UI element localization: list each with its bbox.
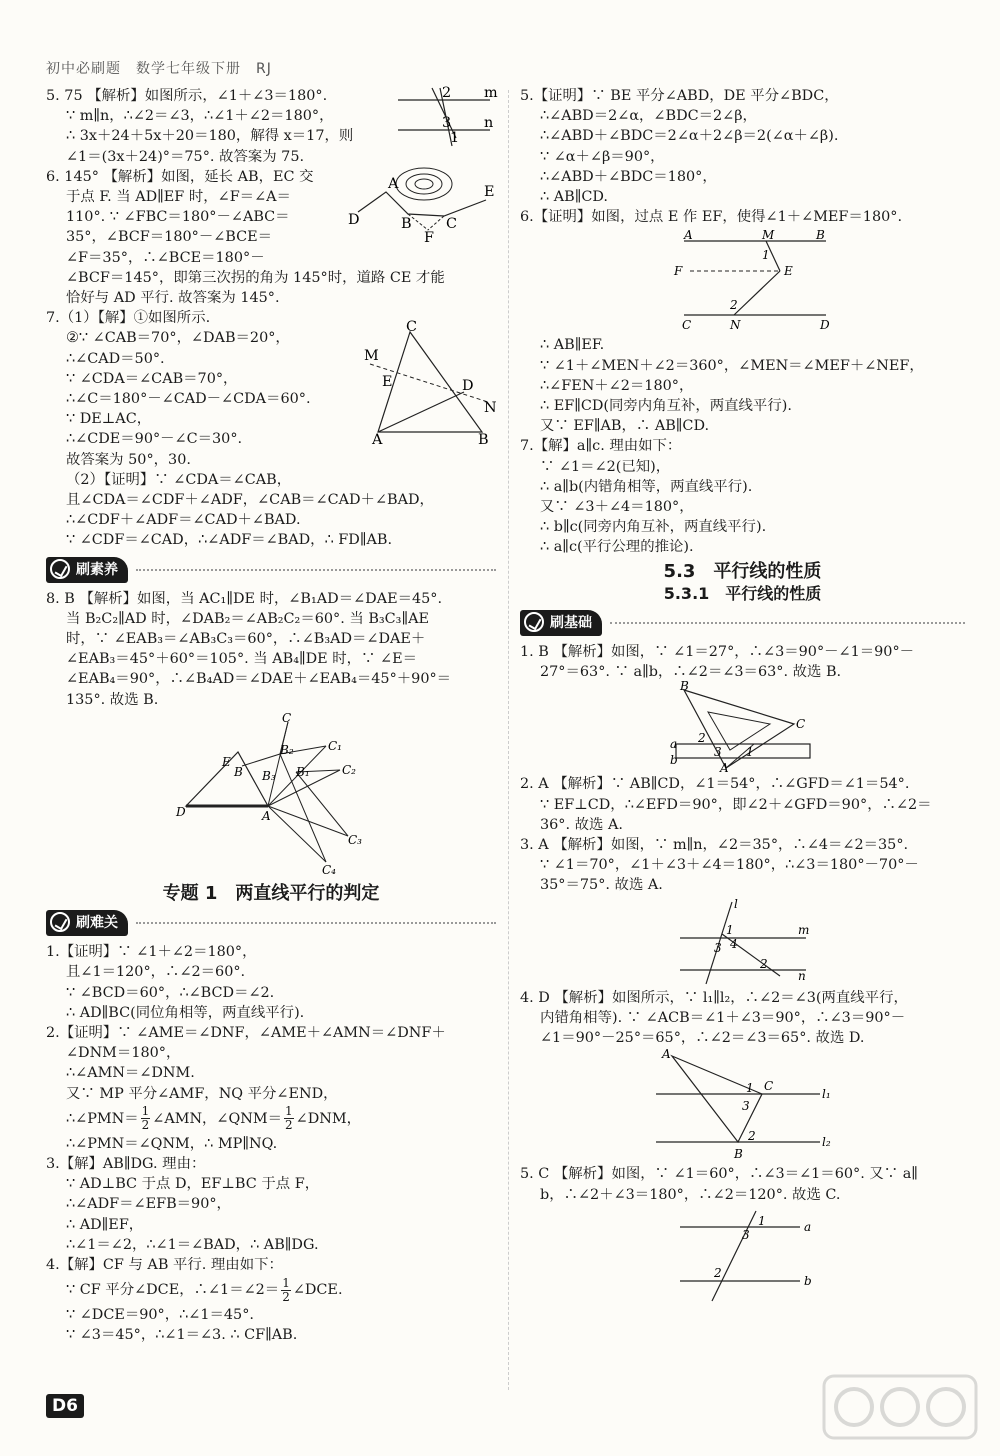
text-line: 2.【证明】∵ ∠AME＝∠DNF，∠AME＋∠AMN＝∠DNF＋	[46, 1024, 446, 1041]
label: A	[684, 228, 693, 243]
label: C₁	[328, 738, 342, 753]
text-line: ∵ ∠1＝70°，∠1＋∠3＋∠4＝180°，∴∠3＝180°－70°－	[540, 857, 919, 874]
right-answer-5	[520, 86, 965, 207]
nanguan-badge-row	[46, 910, 496, 936]
text-line: ∴ b∥c(同旁内角互补，两直线平行).	[540, 519, 767, 536]
label: n	[798, 968, 806, 983]
proof-1	[46, 942, 496, 1023]
text-part: ∠AMN，∠QNM＝	[152, 1110, 283, 1127]
label: C	[282, 710, 292, 725]
text-line: ∴∠CAD＝50°.	[66, 350, 165, 367]
label: C	[682, 318, 692, 333]
proof-3	[46, 1154, 496, 1255]
right-column	[520, 86, 965, 1305]
label: 2	[730, 298, 738, 313]
text-line: ∴∠ADF＝∠EFB＝90°，	[66, 1196, 231, 1213]
label: D	[462, 378, 474, 394]
denominator: 2	[141, 1118, 150, 1133]
text-line: 又∵ MP 平分∠AMF，NQ 平分∠END，	[66, 1085, 338, 1102]
text-line: ∴ 3x＋24＋5x＋20＝180，解得 x＝17，则	[66, 128, 354, 145]
label: a	[670, 737, 678, 752]
text-part: ∠DCE.	[292, 1282, 343, 1299]
text-line: 且∠CDA＝∠CDF＋∠ADF，∠CAB＝∠CAD＋∠BAD，	[66, 492, 434, 509]
text-line: ∴∠AMN＝∠DNM.	[66, 1065, 195, 1082]
label: 1	[450, 130, 460, 146]
check-icon	[524, 612, 544, 632]
label: 3	[442, 115, 452, 131]
badge-label: 刷难关	[76, 915, 118, 931]
text-line: ∠1＝90°－25°＝65°，∴∠2＝∠3＝65°. 故选 D.	[540, 1030, 865, 1047]
figure-s5	[670, 1209, 965, 1303]
column-divider	[508, 90, 509, 1390]
text-line: 于点 F. 当 AD∥EF 时，∠F＝∠A＝	[66, 189, 291, 206]
text-line: ∠DNM＝180°，	[66, 1045, 181, 1062]
label: C₂	[342, 762, 356, 777]
label: 2	[748, 1129, 756, 1144]
text-line: ∴∠ABD＋∠BDC＝2∠α＋2∠β＝2(∠α＋∠β).	[540, 128, 839, 145]
text-line: 时，∵ ∠EAB₃＝∠AB₃C₃＝60°，∴∠B₃AD＝∠DAE＋	[66, 631, 426, 648]
label: l₁	[822, 1087, 831, 1102]
label: E	[784, 264, 793, 279]
left-column	[46, 86, 496, 1346]
label: 2	[442, 85, 452, 101]
text-line: 5. 75 【解析】如图所示，∠1＋∠3＝180°.	[46, 88, 328, 104]
label: 1	[762, 248, 770, 263]
right-answer-7	[520, 436, 965, 557]
label: C	[764, 1079, 774, 1094]
label: M	[762, 228, 775, 243]
label: b	[670, 753, 678, 768]
label: A	[720, 761, 729, 776]
text-line: ∠BCF＝145°，即第三次拐的角为 145°时，道路 CE 才能	[66, 269, 445, 286]
text-line	[46, 1275, 496, 1305]
label: 2	[714, 1265, 722, 1280]
text-line: 35°＝75°. 故选 A.	[540, 877, 663, 894]
text-line: ∵ ∠1＝∠2(已知)，	[540, 458, 671, 475]
denominator: 2	[285, 1118, 293, 1133]
dotted-rule	[610, 622, 965, 624]
text-line: 36°. 故选 A.	[540, 816, 623, 833]
label: B	[816, 228, 825, 243]
label: m	[798, 922, 810, 937]
label: 4	[730, 936, 738, 951]
text-line: 4.【解】CF 与 AB 平行. 理由如下：	[46, 1256, 283, 1273]
text-line: 3.【解】AB∥DG. 理由：	[46, 1155, 206, 1172]
fraction	[281, 1277, 291, 1304]
label: C₄	[322, 862, 336, 877]
check-icon	[50, 912, 70, 932]
watermark-logo-icon	[820, 1372, 980, 1442]
badge-jichu	[520, 610, 602, 636]
label: N	[730, 318, 741, 333]
badge-suyang	[46, 557, 128, 583]
text-line: 27°＝63°. ∵ a∥b，∴∠2＝∠3＝63°. 故选 B.	[540, 664, 842, 681]
text-line: 8. B 【解析】如图，当 AC₁∥DE 时，∠B₁AD＝∠DAE＝45°.	[46, 590, 443, 607]
text-line: ∴ AD∥EF，	[66, 1216, 144, 1233]
text-line: ∴∠CDE＝90°－∠C＝30°.	[66, 431, 243, 448]
text-line: ②∵ ∠CAB＝70°，∠DAB＝20°，	[66, 330, 290, 347]
text-line: ∴ AD∥BC(同位角相等，两直线平行).	[66, 1004, 305, 1021]
denominator: 2	[282, 1289, 290, 1304]
suyang-badge-row	[46, 557, 496, 583]
numerator: 1	[285, 1104, 293, 1119]
text-line: ∴ a∥c(平行公理的推论).	[540, 539, 694, 556]
text-line: ∵ DE⊥AC，	[66, 411, 152, 428]
text-line: 35°，∠BCF＝180°－∠BCE＝	[66, 229, 273, 246]
text-line: ∵ m∥n，∴∠2＝∠3，∴∠1＋∠2＝180°，	[66, 108, 334, 125]
basic-3	[520, 835, 965, 986]
label: D	[348, 212, 360, 228]
label: B₂	[280, 742, 294, 757]
figure-8	[176, 710, 496, 877]
numerator: 1	[141, 1104, 150, 1119]
figure-7	[364, 319, 497, 452]
fraction	[284, 1105, 294, 1132]
text-line: ∵ ∠3＝45°，∴∠1＝∠3. ∴ CF∥AB.	[66, 1327, 298, 1344]
label: B	[478, 432, 489, 448]
page-header: 初中必刷题 数学七年级下册 RJ	[46, 61, 272, 77]
text-line: 且∠1＝120°，∴∠2＝60°.	[66, 964, 246, 981]
right-answer-6	[520, 207, 965, 436]
label: l₂	[822, 1135, 831, 1150]
text-line: 2. A 【解析】∵ AB∥CD，∠1＝54°，∴∠GFD＝∠1＝54°.	[520, 776, 910, 793]
label: C₃	[348, 832, 362, 847]
label: M	[364, 348, 379, 364]
text-line: 3. A 【解析】如图，∵ m∥n，∠2＝35°，∴∠4＝∠2＝35°.	[520, 837, 909, 854]
label: B	[401, 216, 412, 232]
label: C	[796, 717, 806, 732]
label: l	[734, 896, 738, 911]
label: B₁	[296, 764, 310, 779]
numerator: 1	[282, 1275, 290, 1290]
subsection-title: 5.3.1 平行线的性质	[663, 583, 822, 603]
badge-nanguan	[46, 910, 128, 936]
text-line: ∠EAB₃＝45°＋60°＝105°. 当 AB₄∥DE 时，∵ ∠E＝	[66, 651, 417, 668]
text-line: 当 B₂C₂∥AD 时，∠DAB₂＝∠AB₂C₂＝60°. 当 B₃C₃∥AE	[66, 610, 429, 627]
label: E	[484, 184, 495, 200]
label: 3	[742, 1099, 750, 1114]
label: a	[804, 1219, 812, 1234]
text-line: 6.【证明】如图，过点 E 作 EF，使得∠1＋∠MEF＝180°.	[520, 209, 903, 226]
figure-6	[346, 164, 496, 250]
text-line: 7.（1）【解】①如图所示.	[46, 310, 211, 327]
label: N	[484, 400, 497, 416]
label: A	[372, 432, 383, 448]
label: D	[820, 318, 830, 333]
text-line: ∴ EF∥CD(同旁内角互补，两直线平行).	[540, 398, 792, 415]
text-line: ∴∠ABD＝2∠α，∠BDC＝2∠β，	[540, 108, 757, 125]
text-line: ∴∠FEN＋∠2＝180°，	[540, 377, 694, 394]
label: B	[734, 1147, 743, 1162]
text-line: 内错角相等). ∵ ∠ACB＝∠1＋∠3＝90°，∴∠3＝90°－	[540, 1009, 906, 1026]
label: E	[222, 754, 231, 769]
dotted-rule	[136, 922, 496, 924]
text-line: 4. D 【解析】如图所示，∵ l₁∥l₂，∴∠2＝∠3(两直线平行，	[520, 989, 908, 1006]
label: F	[674, 264, 683, 279]
label: B	[234, 764, 243, 779]
label: A	[662, 1047, 671, 1062]
text-line: 故答案为 50°，30.	[66, 451, 191, 468]
text-line: ∴∠1＝∠2，∴∠1＝∠BAD，∴ AB∥DG.	[66, 1236, 319, 1253]
check-icon	[50, 559, 70, 579]
text-line: 6. 145° 【解析】如图，延长 AB，EC 交	[46, 168, 314, 185]
text-line: 1.【证明】∵ ∠1＋∠2＝180°，	[46, 944, 257, 961]
figure-5	[394, 85, 498, 154]
dotted-rule	[136, 569, 496, 571]
label: 2	[698, 731, 706, 746]
text-line: 又∵ ∠3＋∠4＝180°，	[540, 499, 694, 516]
special-topic-title: 专题 1 两直线平行的判定	[162, 882, 380, 904]
label: 3	[714, 745, 722, 760]
label: A	[262, 808, 271, 823]
label: 1	[758, 1213, 766, 1228]
text-line: 又∵ EF∥AB，∴ AB∥CD.	[540, 418, 710, 435]
answer-5	[46, 86, 391, 167]
label: 3	[714, 940, 722, 955]
text-line: ∴ a∥b(内错角相等，两直线平行).	[540, 478, 753, 495]
text-line: ∵ ∠DCE＝90°，∴∠1＝45°.	[66, 1307, 254, 1324]
text-line: 135°. 故选 B.	[66, 691, 159, 708]
text-line: ∵ ∠1＋∠MEN＋∠2＝360°，∠MEN＝∠MEF＋∠NEF，	[540, 357, 924, 374]
figure-s3	[670, 896, 965, 986]
label: n	[484, 115, 494, 131]
text-line: ∴∠ABD＋∠BDC＝180°，	[540, 168, 717, 185]
text-line: ∵ ∠CDF＝∠CAD，∴∠ADF＝∠BAD，∴ FD∥AB.	[66, 532, 393, 549]
label: C	[446, 216, 458, 232]
answer-8	[46, 589, 496, 710]
label: C	[406, 319, 418, 335]
proof-4	[46, 1255, 496, 1346]
text-line: 7.【解】a∥c. 理由如下：	[520, 438, 682, 455]
figure-s1	[670, 679, 965, 776]
text-line: ∴∠CDF＋∠ADF＝∠CAD＋∠BAD.	[66, 512, 301, 529]
text-line: ∵ ∠CDA＝∠CAB＝70°，	[66, 370, 238, 387]
text-line: 110°. ∵ ∠FBC＝180°－∠ABC＝	[66, 209, 290, 226]
jichu-badge-row	[520, 610, 965, 636]
text-line: 5.【证明】∵ BE 平分∠ABD，DE 平分∠BDC，	[520, 88, 839, 104]
text-line: ∵ EF⊥CD，∴∠EFD＝90°，即∠2＋∠GFD＝90°，∴∠2＝	[540, 796, 932, 813]
label: 3	[742, 1227, 750, 1242]
proof-2	[46, 1023, 496, 1154]
basic-1	[520, 642, 965, 776]
text-line: 恰好与 AD 平行. 故答案为 145°.	[66, 290, 280, 307]
label: B	[680, 679, 689, 694]
text-line: ∴ AB∥CD.	[540, 189, 608, 206]
text-part: ∠DNM，	[295, 1110, 361, 1127]
text-line: ∴ AB∥EF.	[540, 337, 605, 354]
badge-label: 刷素养	[76, 561, 118, 578]
label: 1	[726, 922, 734, 937]
fraction	[141, 1105, 151, 1132]
text-line: （2）【证明】∵ ∠CDA＝∠CAB，	[66, 471, 292, 488]
label: m	[484, 85, 498, 101]
badge-label: 刷基础	[550, 614, 592, 631]
text-part: ∵ CF 平分∠DCE，∴∠1＝∠2＝	[66, 1282, 280, 1299]
label: F	[424, 230, 434, 246]
text-line: ∵ AD⊥BC 于点 D，EF⊥BC 于点 F，	[66, 1176, 320, 1193]
section-title: 5.3 平行线的性质	[663, 560, 822, 582]
text-line: ∴∠C＝180°－∠CAD－∠CDA＝60°.	[66, 391, 311, 408]
label: A	[388, 176, 399, 192]
basic-5	[520, 1164, 965, 1302]
figure-r6	[670, 229, 965, 333]
page-number: D6	[46, 1394, 84, 1418]
label: 1	[746, 745, 754, 760]
label: B₃	[262, 768, 276, 783]
label: b	[804, 1273, 812, 1288]
text-line: b，∴∠2＋∠3＝180°，∴∠2＝120°. 故选 C.	[540, 1186, 841, 1203]
text-line: 1. B 【解析】如图，∵ ∠1＝27°，∴∠3＝90°－∠1＝90°－	[520, 644, 915, 661]
text-line	[46, 1104, 496, 1134]
text-line: ∠F＝35°，∴∠BCE＝180°－	[66, 249, 265, 266]
label: 1	[746, 1081, 754, 1096]
label: E	[382, 374, 393, 390]
text-part: ∴∠PMN＝	[66, 1110, 139, 1127]
text-line: ∵ ∠BCD＝60°，∴∠BCD＝∠2.	[66, 984, 275, 1001]
text-line: ∠EAB₄＝90°，∴∠B₄AD＝∠DAE＋∠EAB₄＝45°＋90°＝	[66, 671, 452, 688]
text-line: ∠1＝(3x＋24)°＝75°. 故答案为 75.	[66, 148, 305, 165]
basic-2	[520, 774, 965, 835]
label: D	[176, 804, 186, 819]
text-line: 5. C 【解析】如图，∵ ∠1＝60°，∴∠3＝∠1＝60°. 又∵ a∥	[520, 1166, 918, 1183]
text-line: ∵ ∠α＋∠β＝90°，	[540, 148, 665, 165]
label: 2	[760, 956, 768, 971]
basic-4	[520, 988, 965, 1163]
figure-s4	[650, 1047, 965, 1162]
text-line: ∴∠PMN＝∠QNM，∴ MP∥NQ.	[66, 1135, 278, 1152]
